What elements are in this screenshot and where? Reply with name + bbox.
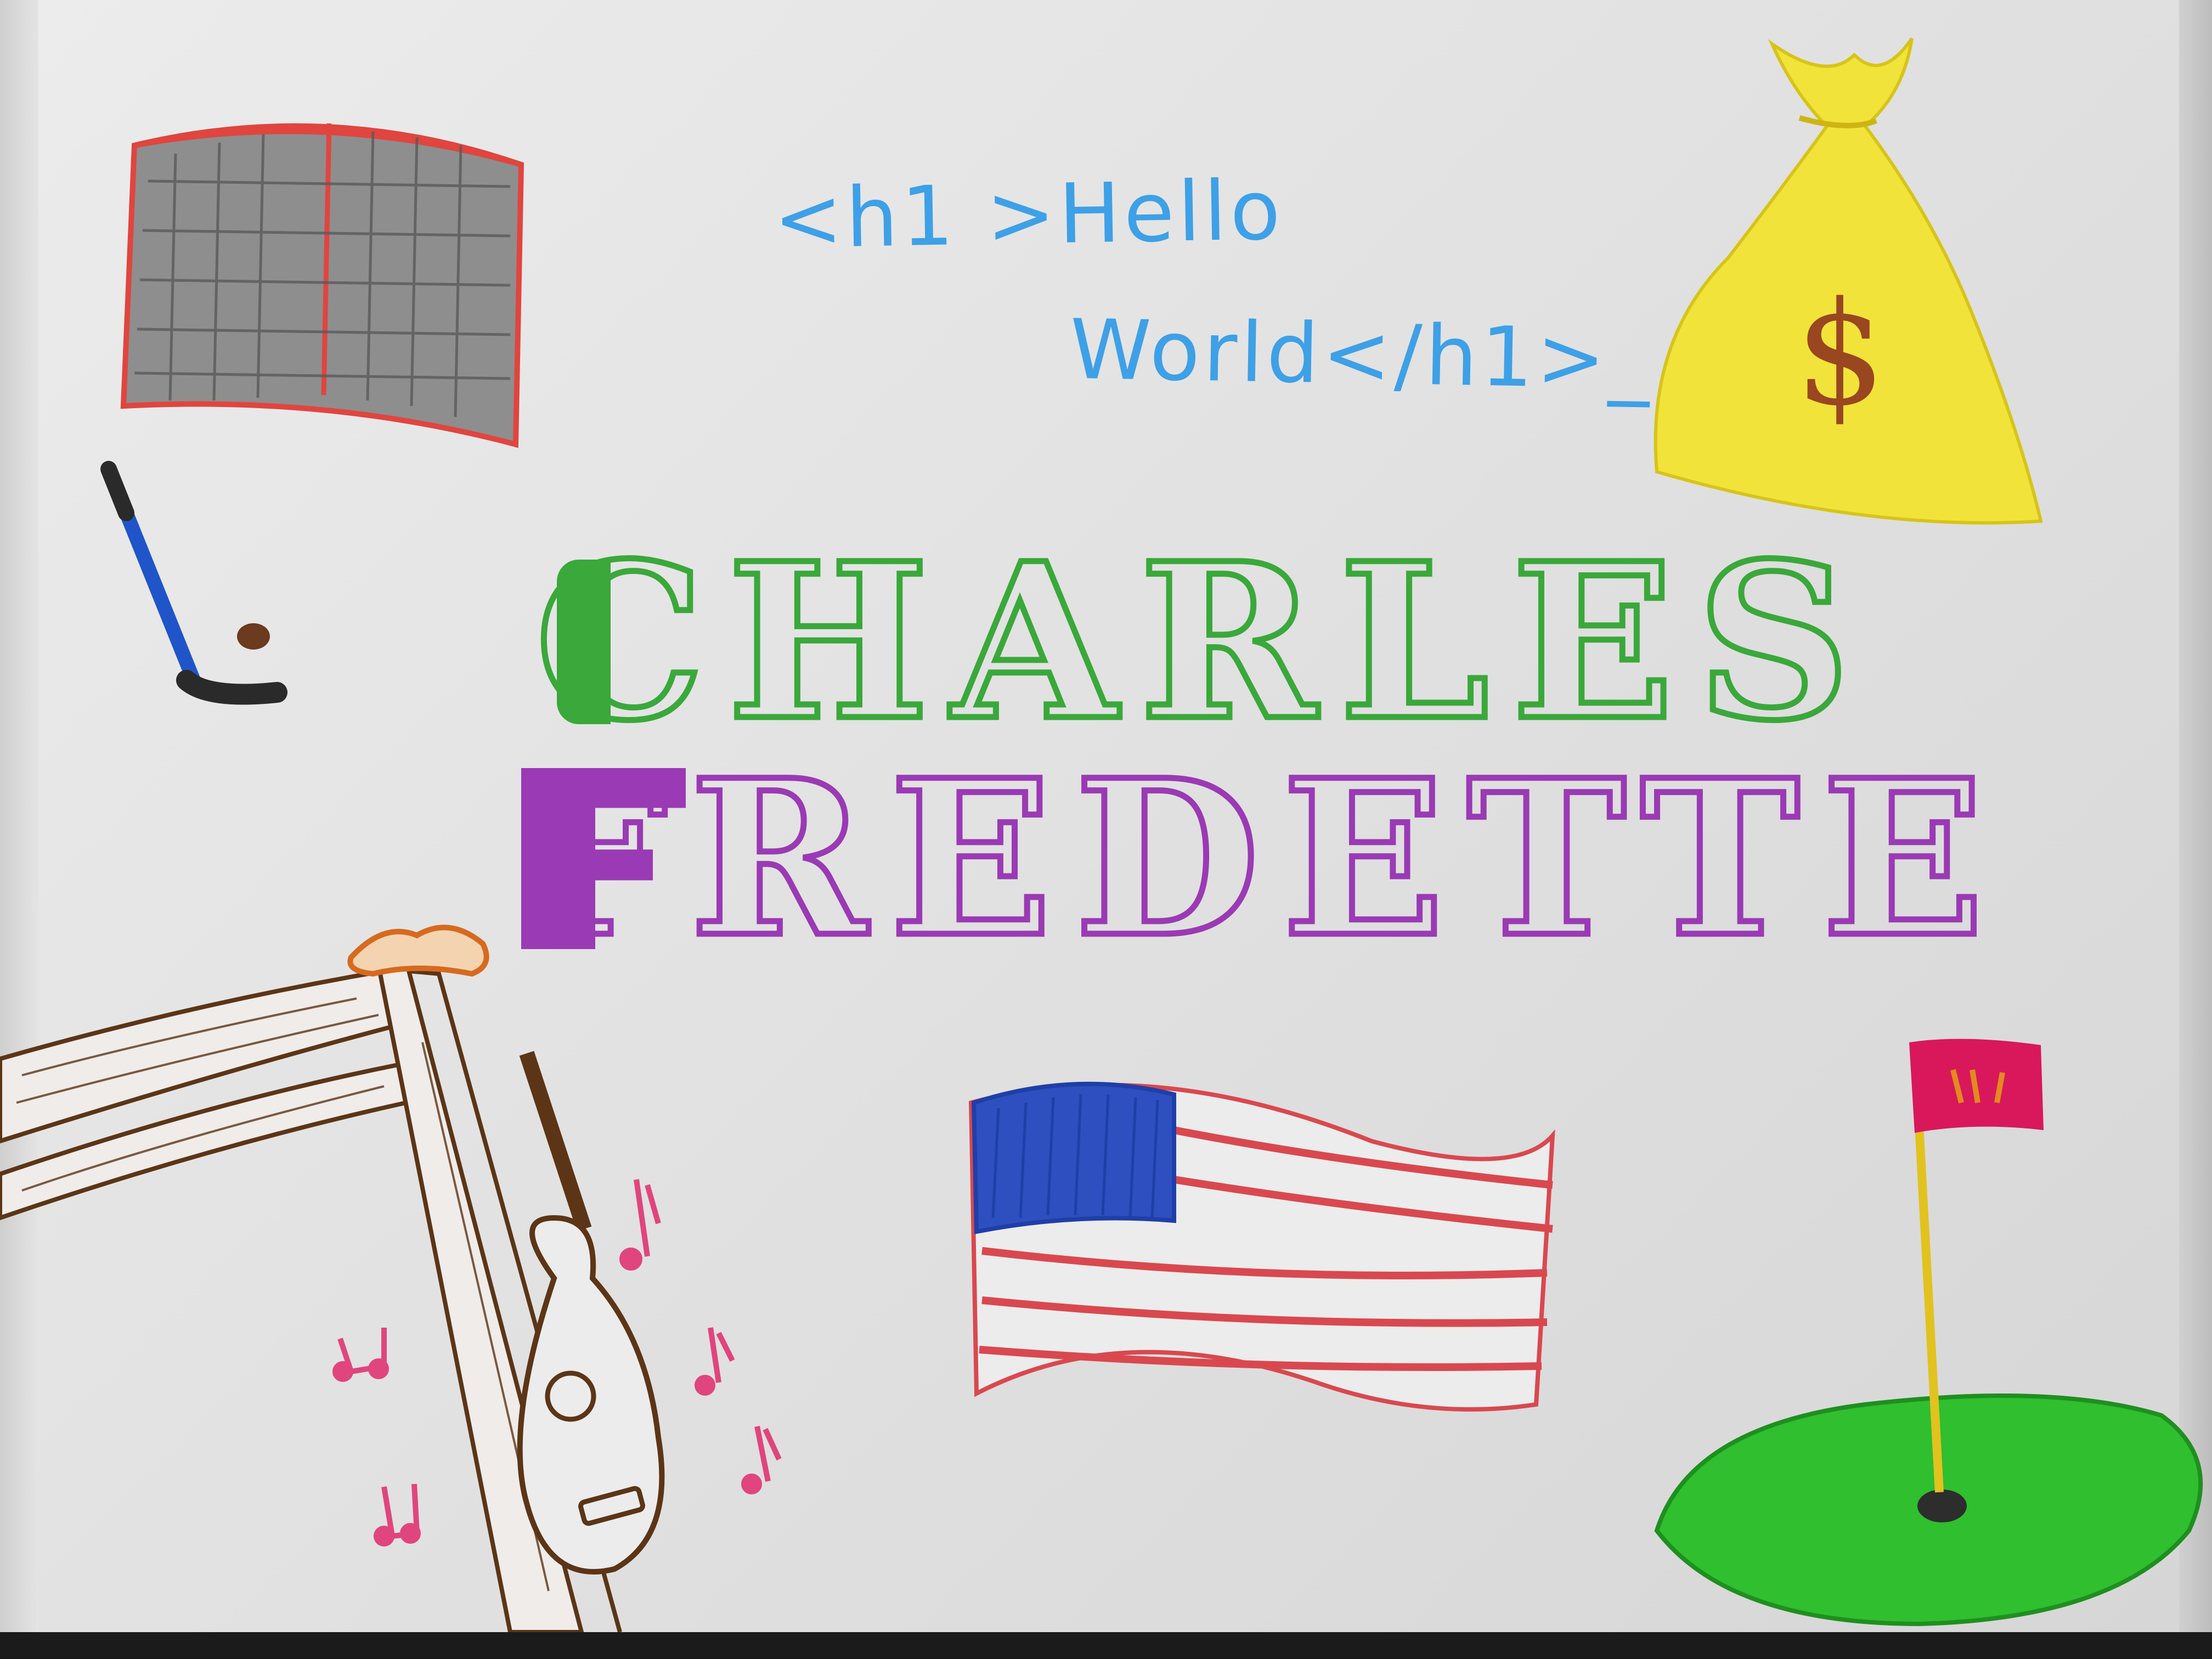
hockey-puck-icon — [237, 623, 270, 650]
cowboy-hat-icon — [350, 928, 486, 974]
first-name: CHARLES — [535, 516, 1873, 768]
money-bag-icon — [1656, 38, 2041, 523]
golf-green-icon — [1657, 1396, 2200, 1624]
code-text-line-1: <h1 >Hello — [772, 162, 1285, 268]
hockey-stick-icon — [109, 469, 277, 695]
money-symbol: $ — [1795, 272, 1886, 437]
hockey-net-icon — [123, 123, 521, 444]
last-name: FREDETTE — [516, 733, 2007, 984]
code-text-line-2: World</h1>_ — [1069, 302, 1654, 408]
american-flag-icon — [971, 1084, 1553, 1409]
guitar-icon — [520, 1053, 662, 1572]
